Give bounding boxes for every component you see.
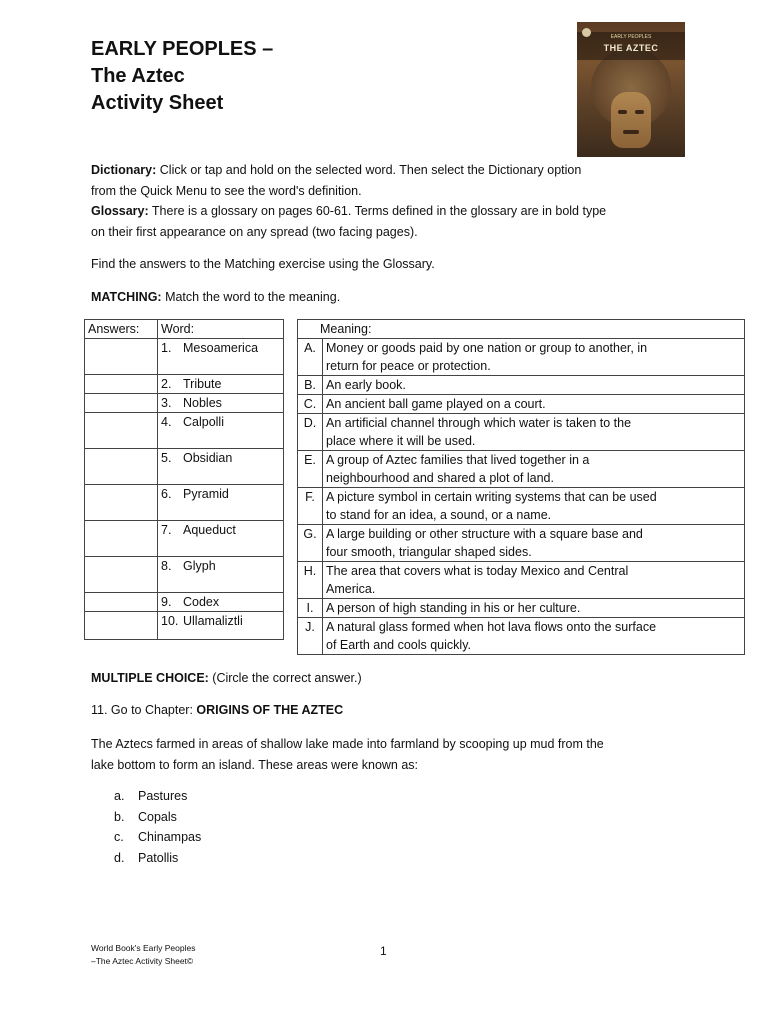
mask-eye-right (635, 110, 644, 114)
answer-cell[interactable] (85, 593, 158, 612)
matching-label: MATCHING: (91, 290, 162, 304)
meaning-letter: A. (298, 339, 323, 376)
question-prefix: 11. Go to Chapter: (91, 703, 197, 717)
dictionary-instruction (91, 160, 606, 242)
meaning-text: A group of Aztec families that lived together in a neighbourhood and shared a plot of land. (323, 451, 745, 488)
meaning-text: A large building or other structure with a square base and four smooth, triangular shaped sides. (323, 525, 745, 562)
meaning-letter: G. (298, 525, 323, 562)
meaning-text: Money or goods paid by one nation or group to another, in return for peace or protection. (323, 339, 745, 376)
meaning-letter: C. (298, 395, 323, 414)
glossary-text-1: There is a glossary on pages 60-61. Terms defined in the glossary are in bold type (148, 204, 607, 218)
question-11-text (91, 734, 604, 775)
footer-text (91, 942, 195, 968)
page-number: 1 (380, 944, 387, 958)
meaning-text: An early book. (323, 376, 745, 395)
answers-word-table (84, 319, 284, 640)
answer-cell[interactable] (85, 339, 158, 375)
answer-options (114, 786, 201, 868)
meaning-letter: F. (298, 488, 323, 525)
meaning-letter: B. (298, 376, 323, 395)
option-d[interactable]: d. Patollis (114, 850, 179, 865)
page-title (91, 36, 273, 117)
multiple-choice-label: MULTIPLE CHOICE: (91, 671, 209, 685)
option-a[interactable]: a. Pastures (114, 789, 188, 803)
answer-cell[interactable] (85, 485, 158, 521)
word-cell: 10. Ullamaliztli (158, 612, 284, 640)
dictionary-label: Dictionary: (91, 163, 157, 177)
word-cell: 6. Pyramid (158, 485, 284, 521)
glossary-label: Glossary: (91, 204, 149, 218)
answer-cell[interactable] (85, 612, 158, 640)
option-c[interactable]: c. Chinampas (114, 830, 202, 844)
answer-cell[interactable] (85, 394, 158, 413)
mask-eye-left (618, 110, 627, 114)
meaning-letter: H. (298, 562, 323, 599)
meaning-letter: E. (298, 451, 323, 488)
meaning-letter: D. (298, 414, 323, 451)
stone-mask-face (611, 92, 651, 148)
mask-mouth (623, 130, 639, 134)
meaning-text: A natural glass formed when hot lava flows onto the surface of Earth and cools quickly. (323, 618, 745, 655)
matching-text: Match the word to the meaning. (161, 290, 341, 304)
multiple-choice-text: (Circle the correct answer.) (208, 671, 362, 685)
meaning-text: A person of high standing in his or her culture. (323, 599, 745, 618)
cover-title: THE AZTEC (603, 43, 659, 53)
matching-heading (91, 287, 340, 308)
meaning-letter: J. (298, 618, 323, 655)
meaning-letter: I. (298, 599, 323, 618)
dictionary-text-2: from the Quick Menu to see the word's definition. (91, 183, 362, 198)
question-line-2: lake bottom to form an island. These areas were known as: (91, 757, 419, 772)
question-line-1: The Aztecs farmed in areas of shallow lake made into farmland by scooping up mud from the (91, 737, 604, 751)
option-b[interactable]: b. Copals (114, 809, 177, 824)
find-answers-text: Find the answers to the Matching exercise using the Glossary. (91, 257, 435, 271)
dictionary-text-1: Click or tap and hold on the selected word. Then select the Dictionary option (156, 163, 582, 177)
answers-header: Answers: (85, 320, 158, 339)
cover-series: EARLY PEOPLES (610, 34, 652, 40)
footer-line-2: –The Aztec Activity Sheet© (91, 956, 194, 966)
book-cover-image (577, 22, 685, 157)
answer-cell[interactable] (85, 375, 158, 394)
word-cell: 5. Obsidian (158, 449, 284, 485)
multiple-choice-heading (91, 668, 362, 689)
word-header: Word: (158, 320, 284, 339)
title-line-2: The Aztec (91, 65, 185, 87)
meaning-table (297, 319, 745, 655)
word-cell: 1. Mesoamerica (158, 339, 284, 375)
word-cell: 9. Codex (158, 593, 284, 612)
word-cell: 7. Aqueduct (158, 521, 284, 557)
answer-cell[interactable] (85, 521, 158, 557)
answer-cell[interactable] (85, 449, 158, 485)
title-line-1: EARLY PEOPLES – (91, 38, 274, 60)
word-cell: 2. Tribute (158, 375, 284, 394)
answer-cell[interactable] (85, 557, 158, 593)
meaning-text: The area that covers what is today Mexico and Central America. (323, 562, 745, 599)
chapter-name: ORIGINS OF THE AZTEC (196, 703, 344, 717)
meaning-header: Meaning: (298, 320, 745, 339)
word-cell: 8. Glyph (158, 557, 284, 593)
word-cell: 4. Calpolli (158, 413, 284, 449)
title-line-3: Activity Sheet (91, 92, 224, 114)
meaning-text: An ancient ball game played on a court. (323, 395, 745, 414)
meaning-text: A picture symbol in certain writing systems that can be used to stand for an idea, a sound, or a name. (323, 488, 745, 525)
footer-line-1: World Book's Early Peoples (91, 943, 196, 953)
word-cell: 3. Nobles (158, 394, 284, 413)
answer-cell[interactable] (85, 413, 158, 449)
glossary-text-2: on their first appearance on any spread (two facing pages). (91, 224, 418, 239)
question-11-heading (91, 700, 343, 721)
meaning-text: An artificial channel through which water is taken to the place where it will be used. (323, 414, 745, 451)
